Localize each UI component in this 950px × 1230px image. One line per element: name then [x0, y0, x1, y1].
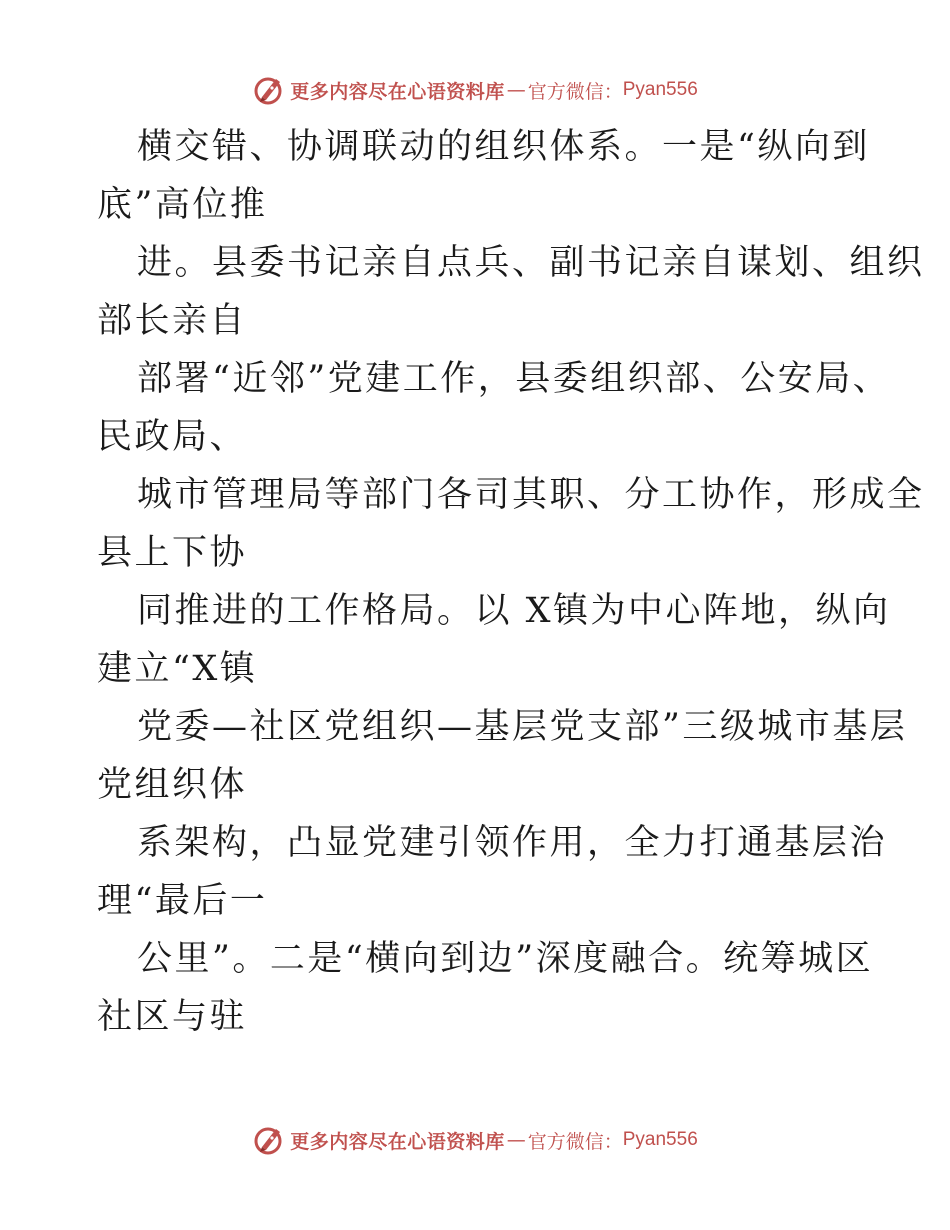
paragraph: 进。县委书记亲自点兵、副书记亲自谋划、组织 部长亲自: [97, 243, 925, 341]
banner-official-label: 官方微信：: [527, 1130, 623, 1153]
banner-title: 更多内容尽在心语资料库: [290, 80, 505, 103]
paragraph: 同推进的工作格局。以 X镇为中心阵地，纵向 建立“X镇: [97, 591, 891, 689]
paragraph: 城市管理局等部门各司其职、分工协作，形成全 县上下协: [97, 475, 925, 573]
pen-nib-circle-icon: [252, 73, 286, 107]
paragraph: 部署“近邻”党建工作，县委组织部、公安局、 民政局、: [97, 359, 891, 457]
document-body: [0, 118, 950, 1046]
banner-wechat-id: Pyan556: [622, 1129, 698, 1150]
pen-nib-circle-icon: [252, 1123, 286, 1157]
banner-separator: —: [506, 79, 526, 101]
paragraph: 公里”。二是“横向到边”深度融合。统筹城区 社区与驻: [97, 939, 874, 1037]
banner-title: 更多内容尽在心语资料库: [290, 1130, 505, 1153]
banner-wechat-id: Pyan556: [622, 79, 698, 100]
page-header-banner: [0, 70, 950, 110]
page-footer-banner: [0, 1120, 950, 1160]
banner-official-label: 官方微信：: [527, 80, 623, 103]
paragraph: 党委—社区党组织—基层党支部”三级城市基层 党组织体: [97, 707, 908, 805]
banner-separator: —: [506, 1129, 526, 1151]
paragraph: 横交错、协调联动的组织体系。一是“纵向到 底”高位推: [97, 127, 870, 225]
paragraph: 系架构，凸显党建引领作用，全力打通基层治 理“最后一: [97, 823, 888, 921]
